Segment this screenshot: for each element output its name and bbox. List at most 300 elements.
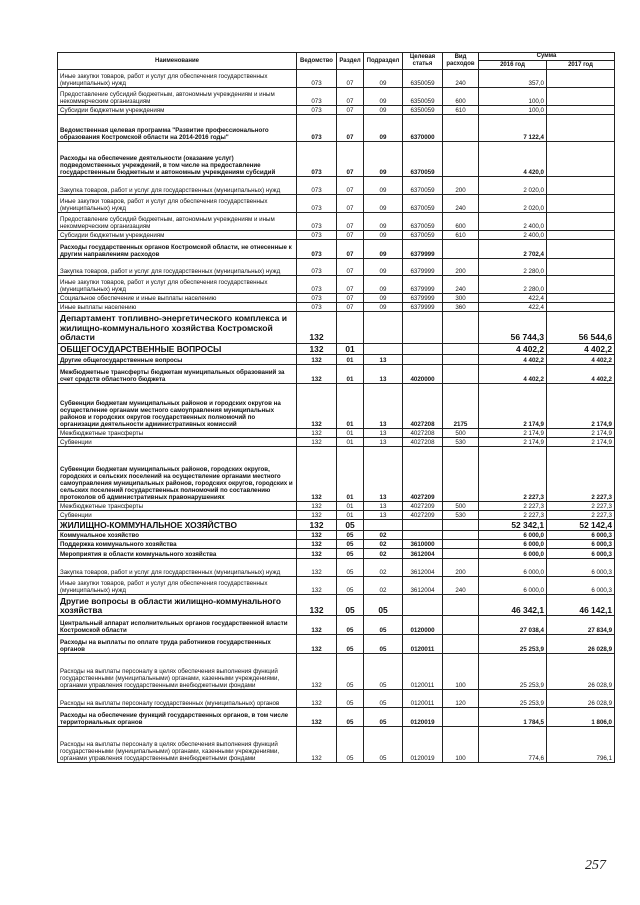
cell-2017 [547, 115, 615, 142]
cell-name: Иные закупки товаров, работ и услуг для обеспечения государственных (муниципальных) нужд [58, 276, 297, 294]
cell-2016: 27 038,4 [479, 616, 547, 635]
cell-subsection: 02 [364, 559, 403, 577]
cell-exptype: 530 [443, 438, 479, 447]
cell-name: Закупка товаров, работ и услуг для государственных (муниципальных) нужд [58, 559, 297, 577]
cell-exptype: 100 [443, 727, 479, 763]
cell-2017: 6 000,3 [547, 540, 615, 549]
cell-name: Иные выплаты населению [58, 303, 297, 312]
table-row [58, 88, 615, 106]
cell-target: 6370059 [403, 213, 443, 231]
cell-section: 01 [337, 344, 364, 355]
cell-name: Расходы на обеспечение деятельности (оказание услуг) подведомственных учреждений, в том числе на предоставление государственным бюджетным и автономным учреждениям субсидий [58, 142, 297, 177]
cell-section: 01 [337, 365, 364, 384]
cell-target: 4027209 [403, 511, 443, 520]
cell-exptype: 240 [443, 70, 479, 88]
cell-target [403, 595, 443, 616]
cell-subsection: 05 [364, 708, 403, 727]
cell-exptype: 240 [443, 577, 479, 595]
cell-2017: 4 402,2 [547, 365, 615, 384]
cell-exptype [443, 355, 479, 365]
cell-dept: 132 [297, 438, 337, 447]
cell-section: 05 [337, 540, 364, 549]
cell-2016: 6 000,0 [479, 540, 547, 549]
cell-exptype [443, 540, 479, 549]
cell-exptype [443, 520, 479, 531]
cell-section: 05 [337, 549, 364, 559]
cell-exptype: 2175 [443, 384, 479, 429]
cell-subsection: 09 [364, 142, 403, 177]
cell-target: 6379999 [403, 240, 443, 259]
cell-name: Расходы на выплаты персоналу государственных (муниципальных) органов [58, 690, 297, 708]
table-row [58, 177, 615, 195]
budget-table-sheet [57, 52, 614, 763]
cell-name: Департамент топливно-энергетического комплекса и жилищно-коммунального хозяйства Костромской области [58, 312, 297, 344]
table-row [58, 303, 615, 312]
cell-section: 07 [337, 231, 364, 240]
cell-2017: 2 227,3 [547, 447, 615, 502]
cell-2017: 6 000,3 [547, 549, 615, 559]
cell-subsection: 13 [364, 384, 403, 429]
cell-dept: 073 [297, 294, 337, 303]
cell-name: Предоставление субсидий бюджетным, автономным учреждениям и иным некоммерческим организациям [58, 88, 297, 106]
cell-2016: 25 253,9 [479, 690, 547, 708]
table-row [58, 438, 615, 447]
cell-exptype [443, 240, 479, 259]
cell-dept: 132 [297, 511, 337, 520]
cell-exptype [443, 708, 479, 727]
cell-2017: 26 028,9 [547, 654, 615, 690]
table-row [58, 70, 615, 88]
cell-2016: 2 280,0 [479, 259, 547, 276]
cell-2017: 4 402,2 [547, 344, 615, 355]
cell-2016: 774,6 [479, 727, 547, 763]
cell-target: 0120019 [403, 708, 443, 727]
cell-name: Социальное обеспечение и иные выплаты населению [58, 294, 297, 303]
cell-dept: 073 [297, 259, 337, 276]
cell-2017: 1 806,0 [547, 708, 615, 727]
cell-target [403, 355, 443, 365]
cell-subsection: 13 [364, 447, 403, 502]
cell-name: Закупка товаров, работ и услуг для государственных (муниципальных) нужд [58, 259, 297, 276]
cell-exptype [443, 312, 479, 344]
cell-2017 [547, 303, 615, 312]
cell-section: 05 [337, 690, 364, 708]
cell-target: 0120011 [403, 654, 443, 690]
cell-subsection: 13 [364, 502, 403, 511]
cell-exptype [443, 635, 479, 654]
budget-table-body [58, 70, 615, 763]
cell-2016: 2 400,0 [479, 231, 547, 240]
cell-subsection: 09 [364, 231, 403, 240]
cell-dept: 073 [297, 231, 337, 240]
cell-subsection: 02 [364, 577, 403, 595]
cell-2017: 2 174,9 [547, 438, 615, 447]
cell-target: 6370059 [403, 231, 443, 240]
cell-section: 07 [337, 213, 364, 231]
cell-2017 [547, 195, 615, 213]
cell-target: 6379999 [403, 303, 443, 312]
cell-target: 6370059 [403, 195, 443, 213]
col-header-target: Целевая статья [403, 53, 443, 70]
cell-section: 01 [337, 429, 364, 438]
cell-name: ОБЩЕГОСУДАРСТВЕННЫЕ ВОПРОСЫ [58, 344, 297, 355]
cell-2017 [547, 70, 615, 88]
cell-2016: 2 400,0 [479, 213, 547, 231]
cell-name: Межбюджетные трансферты [58, 502, 297, 511]
cell-2016: 422,4 [479, 294, 547, 303]
cell-subsection: 09 [364, 294, 403, 303]
cell-target: 3612004 [403, 577, 443, 595]
cell-exptype: 120 [443, 690, 479, 708]
cell-dept: 073 [297, 177, 337, 195]
cell-2016: 4 402,2 [479, 355, 547, 365]
cell-name: Предоставление субсидий бюджетным, автономным учреждениям и иным некоммерческим организациям [58, 213, 297, 231]
cell-target: 4027208 [403, 429, 443, 438]
cell-name: Расходы на выплаты по оплате труда работников государственных органов [58, 635, 297, 654]
cell-2016: 52 342,1 [479, 520, 547, 531]
cell-name: Расходы на выплаты персоналу в целях обеспечения выполнения функций государственными (муниципальными) органами, казенными учреждениями, органами управления государственными внебюджетными фондами [58, 654, 297, 690]
table-row [58, 106, 615, 115]
cell-name: Закупка товаров, работ и услуг для государственных (муниципальных) нужд [58, 177, 297, 195]
cell-2016: 2 174,9 [479, 438, 547, 447]
cell-exptype: 200 [443, 259, 479, 276]
cell-2016: 6 000,0 [479, 577, 547, 595]
cell-dept: 132 [297, 708, 337, 727]
cell-target [403, 344, 443, 355]
cell-2016: 100,0 [479, 106, 547, 115]
cell-dept: 132 [297, 577, 337, 595]
cell-subsection: 05 [364, 690, 403, 708]
cell-target: 6379999 [403, 294, 443, 303]
cell-name: Мероприятия в области коммунального хозяйства [58, 549, 297, 559]
cell-2016: 7 122,4 [479, 115, 547, 142]
cell-2017 [547, 294, 615, 303]
cell-dept: 132 [297, 616, 337, 635]
cell-target [403, 312, 443, 344]
cell-target: 4020000 [403, 365, 443, 384]
cell-subsection: 09 [364, 88, 403, 106]
cell-section: 07 [337, 259, 364, 276]
cell-name: Коммунальное хозяйство [58, 531, 297, 540]
cell-dept: 132 [297, 384, 337, 429]
cell-exptype: 600 [443, 213, 479, 231]
cell-2016: 2 227,3 [479, 511, 547, 520]
cell-subsection: 09 [364, 276, 403, 294]
table-row [58, 312, 615, 344]
cell-section: 01 [337, 438, 364, 447]
cell-2016: 6 000,0 [479, 549, 547, 559]
cell-exptype: 300 [443, 294, 479, 303]
table-row [58, 635, 615, 654]
cell-exptype: 200 [443, 559, 479, 577]
cell-subsection: 05 [364, 727, 403, 763]
cell-2017: 6 000,3 [547, 531, 615, 540]
cell-section: 05 [337, 635, 364, 654]
cell-2016: 1 784,5 [479, 708, 547, 727]
cell-section: 07 [337, 303, 364, 312]
cell-target: 3610000 [403, 540, 443, 549]
cell-name: Иные закупки товаров, работ и услуг для обеспечения государственных (муниципальных) нужд [58, 577, 297, 595]
cell-name: Субвенции бюджетам муниципальных районов и городских округов на осуществление органами местного самоуправления муниципальных районов и городских округов государственных полномочий по организации деятельности административных комиссий [58, 384, 297, 429]
cell-2017: 796,1 [547, 727, 615, 763]
cell-section: 07 [337, 240, 364, 259]
col-header-dept: Ведомство [297, 53, 337, 70]
cell-subsection: 05 [364, 654, 403, 690]
cell-section: 07 [337, 142, 364, 177]
cell-target: 4027209 [403, 447, 443, 502]
cell-subsection: 09 [364, 303, 403, 312]
cell-section: 05 [337, 577, 364, 595]
cell-target: 0120019 [403, 727, 443, 763]
cell-dept: 073 [297, 88, 337, 106]
col-header-sum: Сумма [479, 53, 615, 61]
cell-section: 01 [337, 447, 364, 502]
cell-2016: 25 253,9 [479, 635, 547, 654]
cell-2017 [547, 276, 615, 294]
cell-name: Поддержка коммунального хозяйства [58, 540, 297, 549]
table-row [58, 727, 615, 763]
table-row [58, 384, 615, 429]
cell-2016: 6 000,0 [479, 559, 547, 577]
cell-target [403, 520, 443, 531]
cell-subsection: 05 [364, 635, 403, 654]
cell-2017: 26 028,9 [547, 690, 615, 708]
cell-dept: 132 [297, 520, 337, 531]
cell-name: Субвенции бюджетам муниципальных районов, городских округов, городских и сельских поселений на осуществление органами местного самоуправления муниципальных районов, городских округов, городских и сельских поселений государственных полномочий по составлению протоколов об административных правонарушениях [58, 447, 297, 502]
cell-section: 07 [337, 70, 364, 88]
cell-dept: 132 [297, 559, 337, 577]
table-row [58, 690, 615, 708]
cell-2017: 2 227,3 [547, 502, 615, 511]
cell-2017 [547, 142, 615, 177]
cell-exptype [443, 365, 479, 384]
cell-section: 05 [337, 616, 364, 635]
cell-exptype: 600 [443, 88, 479, 106]
cell-target: 4027208 [403, 438, 443, 447]
cell-target: 6379999 [403, 276, 443, 294]
cell-target: 0120000 [403, 616, 443, 635]
cell-subsection: 13 [364, 511, 403, 520]
cell-name: Иные закупки товаров, работ и услуг для обеспечения государственных (муниципальных) нужд [58, 195, 297, 213]
cell-2016: 4 402,2 [479, 344, 547, 355]
cell-target: 6350059 [403, 106, 443, 115]
cell-2017: 4 402,2 [547, 355, 615, 365]
cell-2016: 2 020,0 [479, 195, 547, 213]
cell-2016: 6 000,0 [479, 531, 547, 540]
cell-subsection: 13 [364, 365, 403, 384]
cell-section: 07 [337, 294, 364, 303]
cell-name: Ведомственная целевая программа "Развитие профессионального образования Костромской области на 2014-2016 годы" [58, 115, 297, 142]
cell-2016: 2 174,9 [479, 384, 547, 429]
cell-dept: 132 [297, 635, 337, 654]
table-row [58, 595, 615, 616]
cell-dept: 132 [297, 312, 337, 344]
cell-subsection [364, 312, 403, 344]
col-header-name: Наименование [58, 53, 297, 70]
cell-target: 0120011 [403, 635, 443, 654]
cell-2016: 2 174,9 [479, 429, 547, 438]
cell-name: Другие общегосударственные вопросы [58, 355, 297, 365]
col-header-subsection: Подраздел [364, 53, 403, 70]
cell-subsection: 05 [364, 595, 403, 616]
table-row [58, 142, 615, 177]
table-row [58, 654, 615, 690]
cell-2016: 25 253,9 [479, 654, 547, 690]
cell-target: 6370000 [403, 115, 443, 142]
cell-2017: 2 174,9 [547, 429, 615, 438]
cell-exptype [443, 531, 479, 540]
cell-subsection: 02 [364, 531, 403, 540]
cell-section: 01 [337, 384, 364, 429]
cell-2017: 56 544,6 [547, 312, 615, 344]
table-row [58, 577, 615, 595]
cell-subsection: 13 [364, 438, 403, 447]
table-row [58, 213, 615, 231]
cell-section: 07 [337, 276, 364, 294]
cell-2017 [547, 177, 615, 195]
cell-dept: 132 [297, 502, 337, 511]
cell-target [403, 531, 443, 540]
cell-exptype: 240 [443, 276, 479, 294]
cell-2017: 6 000,3 [547, 577, 615, 595]
cell-name: ЖИЛИЩНО-КОММУНАЛЬНОЕ ХОЗЯЙСТВО [58, 520, 297, 531]
cell-dept: 073 [297, 276, 337, 294]
cell-2017: 2 174,9 [547, 384, 615, 429]
page-number: 257 [585, 858, 606, 873]
cell-2016: 2 227,3 [479, 447, 547, 502]
cell-dept: 073 [297, 70, 337, 88]
cell-name: Межбюджетные трансферты [58, 429, 297, 438]
table-row [58, 531, 615, 540]
cell-name: Субвенции [58, 511, 297, 520]
cell-subsection: 02 [364, 540, 403, 549]
cell-section: 05 [337, 531, 364, 540]
cell-dept: 073 [297, 195, 337, 213]
cell-subsection: 09 [364, 70, 403, 88]
cell-subsection [364, 344, 403, 355]
cell-target: 0120011 [403, 690, 443, 708]
cell-subsection: 13 [364, 429, 403, 438]
cell-2017: 6 000,3 [547, 559, 615, 577]
table-row [58, 616, 615, 635]
cell-subsection: 09 [364, 106, 403, 115]
cell-dept: 073 [297, 303, 337, 312]
cell-section: 05 [337, 727, 364, 763]
cell-section: 05 [337, 708, 364, 727]
table-row [58, 520, 615, 531]
cell-exptype: 610 [443, 106, 479, 115]
cell-section [337, 312, 364, 344]
cell-dept: 073 [297, 213, 337, 231]
table-row [58, 708, 615, 727]
cell-section: 01 [337, 355, 364, 365]
cell-exptype [443, 549, 479, 559]
col-header-2017: 2017 год [547, 61, 615, 70]
cell-dept: 132 [297, 531, 337, 540]
cell-name: Расходы на выплаты персоналу в целях обеспечения выполнения функций государственными (муниципальными) органами, казенными учреждениями, органами управления государственными внебюджетными фондами [58, 727, 297, 763]
cell-dept: 073 [297, 115, 337, 142]
cell-exptype: 500 [443, 502, 479, 511]
cell-2017 [547, 213, 615, 231]
cell-target: 6350059 [403, 70, 443, 88]
cell-target: 3612004 [403, 559, 443, 577]
cell-exptype [443, 447, 479, 502]
cell-target: 6370059 [403, 142, 443, 177]
cell-dept: 132 [297, 355, 337, 365]
cell-2017 [547, 88, 615, 106]
table-row [58, 365, 615, 384]
cell-subsection: 09 [364, 259, 403, 276]
cell-exptype: 100 [443, 654, 479, 690]
cell-name: Иные закупки товаров, работ и услуг для обеспечения государственных (муниципальных) нужд [58, 70, 297, 88]
cell-section: 07 [337, 106, 364, 115]
cell-2017 [547, 106, 615, 115]
cell-subsection: 13 [364, 355, 403, 365]
table-row [58, 511, 615, 520]
cell-name: Межбюджетные трансферты бюджетам муниципальных образований за счет средств областного бюджета [58, 365, 297, 384]
cell-2016: 2 702,4 [479, 240, 547, 259]
table-row [58, 259, 615, 276]
cell-section: 01 [337, 502, 364, 511]
cell-section: 07 [337, 115, 364, 142]
cell-exptype [443, 616, 479, 635]
table-row [58, 540, 615, 549]
cell-dept: 132 [297, 727, 337, 763]
cell-exptype: 530 [443, 511, 479, 520]
cell-exptype [443, 115, 479, 142]
cell-subsection: 09 [364, 177, 403, 195]
cell-2016: 2 020,0 [479, 177, 547, 195]
cell-2016: 422,4 [479, 303, 547, 312]
cell-dept: 132 [297, 549, 337, 559]
cell-2016: 46 342,1 [479, 595, 547, 616]
cell-2017: 2 227,3 [547, 511, 615, 520]
table-row [58, 344, 615, 355]
table-row [58, 355, 615, 365]
cell-subsection: 09 [364, 240, 403, 259]
table-row [58, 195, 615, 213]
table-row [58, 549, 615, 559]
cell-exptype [443, 595, 479, 616]
cell-dept: 132 [297, 690, 337, 708]
cell-name: Субсидии бюджетным учреждениям [58, 231, 297, 240]
cell-2017: 52 142,4 [547, 520, 615, 531]
cell-2017 [547, 231, 615, 240]
cell-2016: 357,0 [479, 70, 547, 88]
cell-2016: 2 227,3 [479, 502, 547, 511]
cell-name: Центральный аппарат исполнительных органов государственной власти Костромской области [58, 616, 297, 635]
cell-dept: 132 [297, 540, 337, 549]
table-row [58, 240, 615, 259]
cell-section: 01 [337, 511, 364, 520]
cell-exptype: 240 [443, 195, 479, 213]
cell-section: 05 [337, 654, 364, 690]
cell-dept: 132 [297, 344, 337, 355]
cell-subsection: 02 [364, 549, 403, 559]
cell-2017 [547, 259, 615, 276]
cell-target: 4027209 [403, 502, 443, 511]
cell-2016: 2 280,0 [479, 276, 547, 294]
cell-name: Субсидии бюджетным учреждениям [58, 106, 297, 115]
cell-name: Другие вопросы в области жилищно-коммунального хозяйства [58, 595, 297, 616]
cell-target: 6379999 [403, 259, 443, 276]
cell-2017 [547, 240, 615, 259]
cell-exptype: 200 [443, 177, 479, 195]
cell-exptype: 500 [443, 429, 479, 438]
cell-exptype: 360 [443, 303, 479, 312]
cell-exptype: 610 [443, 231, 479, 240]
table-row [58, 115, 615, 142]
